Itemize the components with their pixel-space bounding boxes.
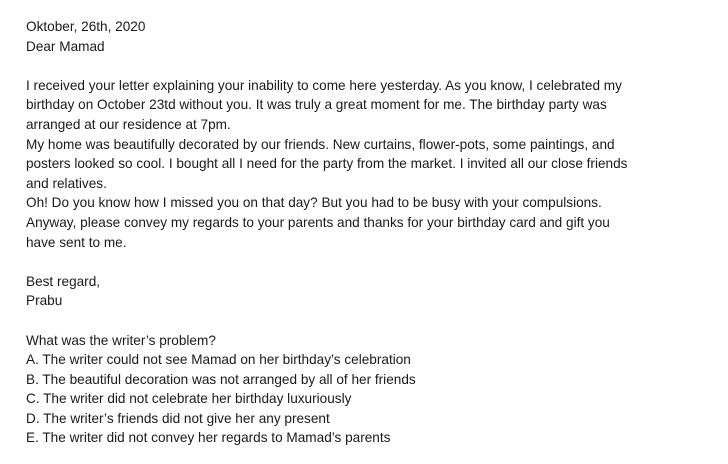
answer-option-a: A. The writer could not see Mamad on her birthday’s celebration — [26, 352, 411, 368]
answer-options — [26, 350, 718, 448]
body-line: Anyway, please convey my regards to your parents and thanks for your birthday card and gift you — [26, 214, 610, 230]
body-line: arranged at our residence at 7pm. — [26, 116, 231, 132]
answer-option-b: B. The beautiful decoration was not arranged by all of her friends — [26, 371, 416, 387]
letter-salutation: Dear Mamad — [26, 38, 105, 54]
body-line: My home was beautifully decorated by our friends. New curtains, flower-pots, some paintings, and — [26, 136, 615, 152]
question-prompt: What was the writer’s problem? — [26, 332, 216, 348]
body-line: and relatives. — [26, 175, 107, 191]
answer-option-e: E. The writer did not convey her regards to Mamad’s parents — [26, 430, 391, 446]
letter-body — [26, 76, 718, 252]
letter-date: Oktober, 26th, 2020 — [26, 19, 146, 34]
body-line: Oh! Do you know how I missed you on that day? But you had to be busy with your compulsions. — [26, 195, 602, 211]
answer-option-c: C. The writer did not celebrate her birthday luxuriously — [26, 391, 352, 407]
body-line: posters looked so cool. I bought all I need for the party from the market. I invited all our close friends — [26, 156, 628, 172]
blank-line — [26, 311, 718, 331]
document — [26, 17, 718, 448]
letter-closing: Best regard, — [26, 273, 101, 289]
blank-line — [26, 252, 718, 272]
body-line: birthday on October 23td without you. It was truly a great moment for me. The birthday party was — [26, 97, 607, 113]
letter-signature: Prabu — [26, 293, 63, 309]
answer-option-d: D. The writer’s friends did not give her any present — [26, 410, 330, 426]
body-line: have sent to me. — [26, 234, 127, 250]
blank-line — [26, 56, 718, 76]
body-line: I received your letter explaining your inability to come here yesterday. As you know, I celebrated my — [26, 77, 622, 93]
